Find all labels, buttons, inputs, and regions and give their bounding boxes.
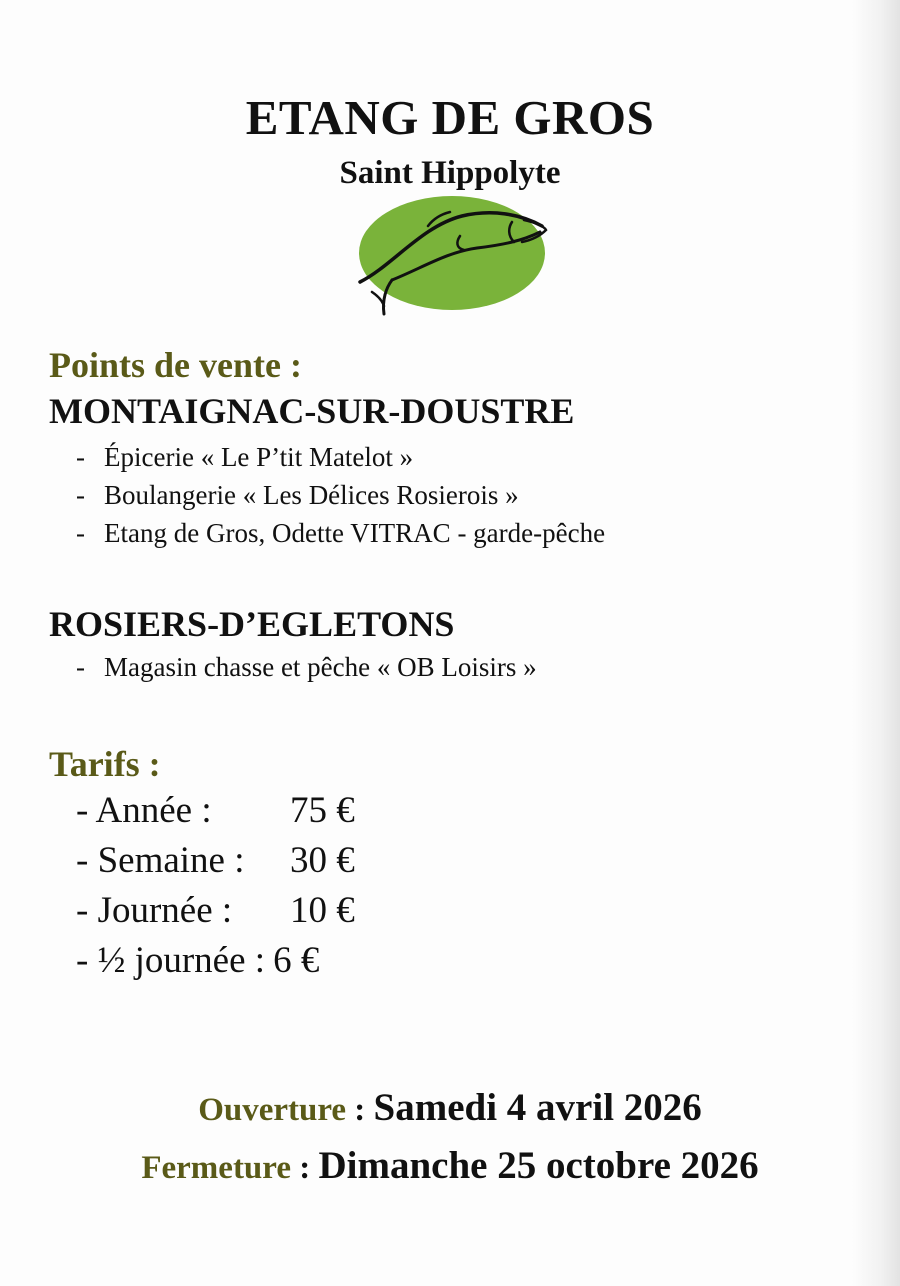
tarif-item: - ½ journée : 6 € (76, 940, 320, 981)
shop-name: Magasin chasse et pêche « OB Loisirs » (104, 652, 537, 682)
tarif-price: 6 € (273, 940, 320, 981)
fish-icon (352, 196, 552, 320)
tarif-price: 10 € (290, 890, 355, 931)
tarif-label: Année : (95, 790, 212, 831)
tarif-item: - Année : 75 € (76, 786, 476, 836)
closing-label: Fermeture (141, 1150, 291, 1186)
tarif-price: 75 € (290, 790, 355, 831)
shop-name: Épicerie « Le P’tit Matelot » (104, 442, 414, 472)
list-item: - Épicerie « Le P’tit Matelot » (76, 442, 414, 472)
page-title: ETANG DE GROS (245, 90, 655, 145)
opening-label: Ouverture (198, 1092, 347, 1128)
tarif-item: - Journée : 10 € (76, 886, 476, 936)
tarif-label: Journée : (97, 890, 233, 931)
points-de-vente-label: Points de vente : (49, 345, 302, 385)
tarif-item: - Semaine : 30 € (76, 836, 476, 886)
tarifs-label: Tarifs : (49, 744, 161, 784)
tarif-label: ½ journée : (97, 940, 266, 981)
fish-tail-fork (372, 292, 384, 306)
tarif-price: 30 € (290, 840, 355, 881)
tarifs-list (76, 786, 476, 986)
place-name-rosiers: ROSIERS-D’EGLETONS (49, 604, 455, 644)
list-item: - Boulangerie « Les Délices Rosierois » (76, 480, 519, 510)
tarif-label: Semaine : (97, 840, 245, 881)
closing-line: Fermeture : Dimanche 25 octobre 2026 (141, 1144, 759, 1187)
shop-name: Etang de Gros, Odette VITRAC - garde-pêche (104, 518, 606, 548)
page-subtitle: Saint Hippolyte (339, 155, 561, 191)
list-item: - Magasin chasse et pêche « OB Loisirs » (76, 652, 537, 682)
shop-list-rosiers (76, 648, 537, 686)
list-item: - Etang de Gros, Odette VITRAC - garde-pêche (76, 518, 606, 548)
opening-date: Samedi 4 avril 2026 (373, 1086, 702, 1129)
place-name-montaignac: MONTAIGNAC-SUR-DOUSTRE (49, 391, 575, 431)
shop-list-montaignac (76, 438, 605, 552)
closing-date: Dimanche 25 octobre 2026 (318, 1144, 759, 1187)
shop-name: Boulangerie « Les Délices Rosierois » (104, 480, 519, 510)
opening-line: Ouverture : Samedi 4 avril 2026 (198, 1086, 702, 1129)
